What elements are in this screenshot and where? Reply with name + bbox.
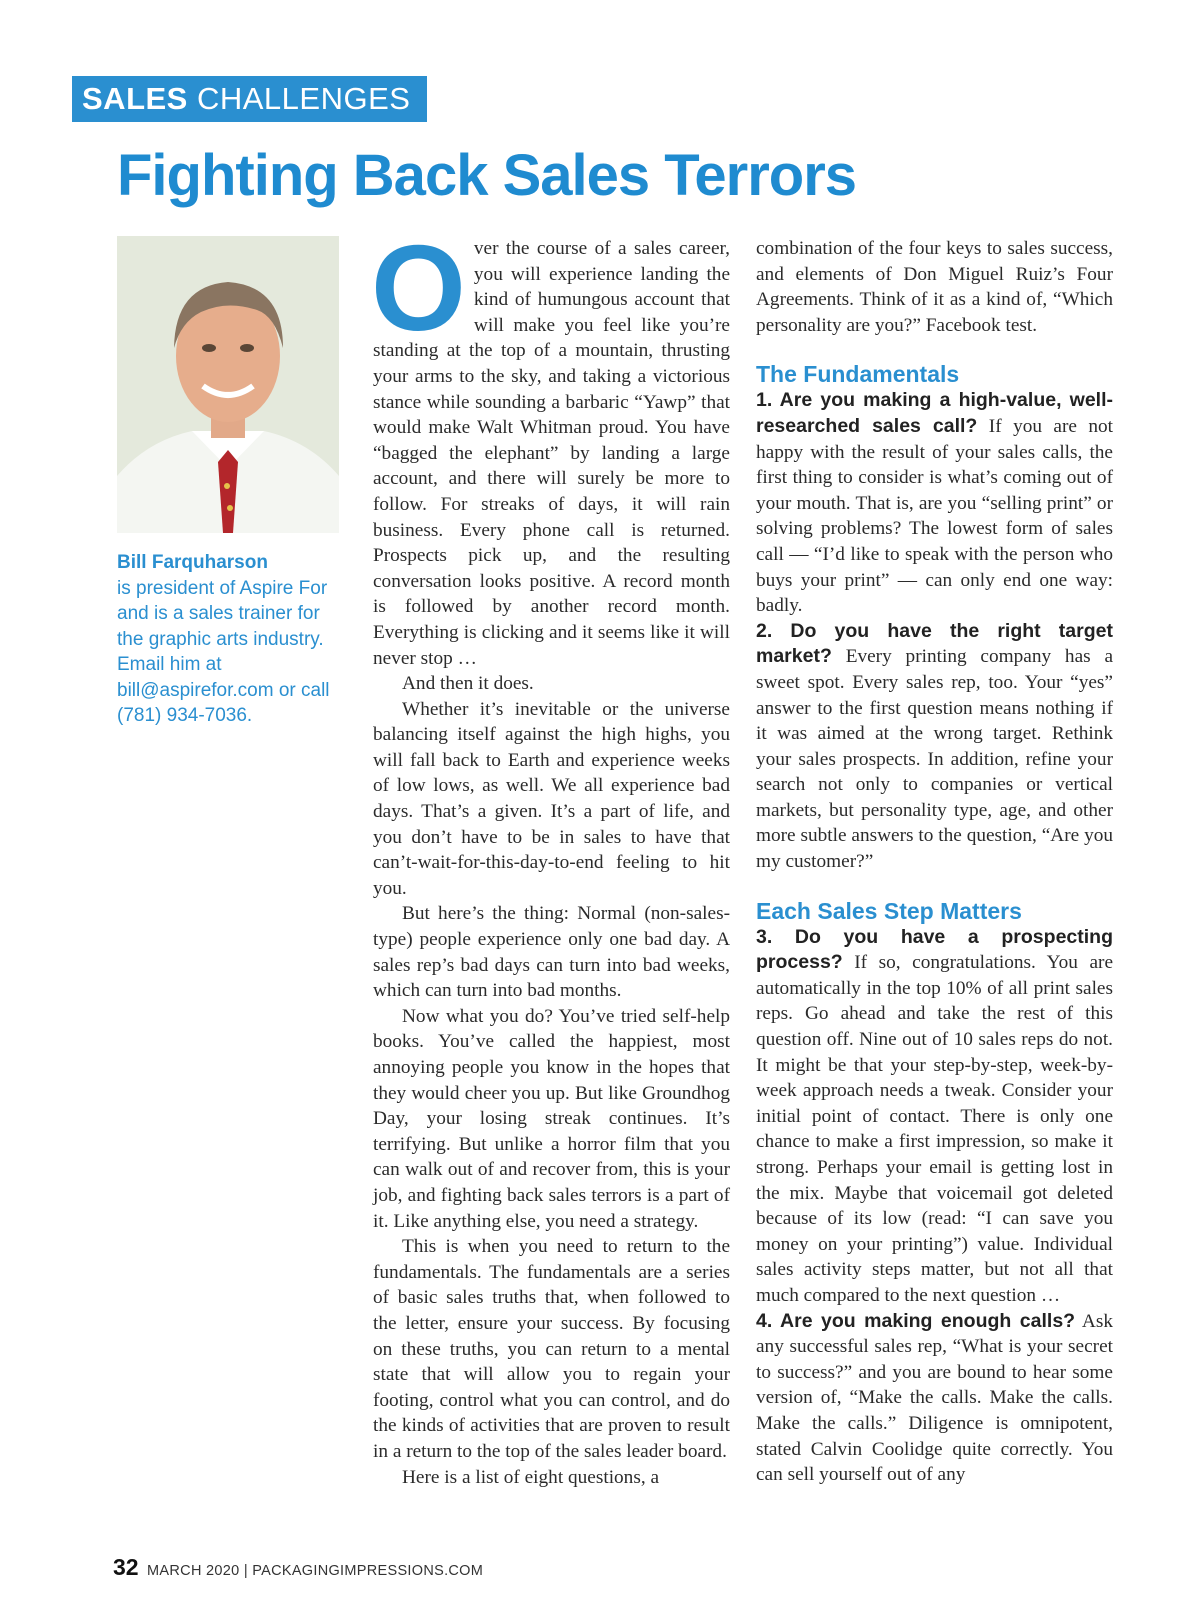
question-heading: 4. Are you making enough calls?	[756, 1309, 1076, 1332]
author-bio-text: is president of Aspire For and is a sales trainer for the graphic arts industry. Email him at bill@aspirefor.com or call (781) 934-7036.	[117, 577, 330, 726]
question-4	[756, 1309, 1113, 1488]
section-label	[72, 76, 427, 122]
article-paragraph: But here’s the thing: Normal (non-sales-type) people experience only one bad day. A sales rep’s bad days can turn into bad weeks, which can turn into bad months.	[373, 903, 730, 1002]
question-heading: 3. Do you have a prospecting process?	[756, 925, 1113, 974]
article-paragraph	[371, 220, 730, 671]
page-footer	[113, 1554, 483, 1581]
author-portrait-illustration	[117, 236, 339, 533]
article-paragraph: Here is a list of eight questions, a	[402, 1466, 660, 1488]
question-answer: Ask any successful sales rep, “What is your secret to success?” and you are bound to hear some version of, “Make the calls. Make the calls. Make the calls.” Diligence is omnipotent, stated Calvin Coolidge quite correctly. You can sell yourself out of any	[756, 1310, 1113, 1486]
headline: Fighting Back Sales Terrors	[117, 143, 857, 208]
article-paragraph: And then it does.	[402, 673, 534, 695]
section-label-bold: SALES	[82, 81, 188, 116]
article-column-1	[371, 220, 730, 1490]
question-3	[756, 925, 1113, 1309]
author-name: Bill Farquharson	[117, 552, 268, 573]
question-answer: If so, congratulations. You are automatically in the top 10% of all print sales reps. Go ahead and take the rest of this question off. Nine out of 10 sales reps do not. It might be that your step-by-step, week-by-week approach needs a tweak. Consider your initial point of contact. There is only one chance to make a first impression, so make it strong. Perhaps your email is getting lost in the mix. Maybe that voicemail got deleted because of its low (read: “I can save you money on your printing”) value. Individual sales activity steps matter, but not all that much compared to the next question …	[756, 952, 1113, 1306]
author-bio	[117, 550, 347, 729]
article-paragraph: Whether it’s inevitable or the universe balancing itself against the high highs, you will fall back to Earth and experience weeks of low lows, as well. We all experience bad days. That’s a given. It’s a part of life, and you don’t have to be in sales to have that can’t-wait-for-this-day-to-end feeling to hit you.	[373, 698, 730, 899]
article-paragraph: Now what you do? You’ve tried self-help books. You’ve called the happiest, most annoying people you know in the hopes that they would cheer you up. But like Groundhog Day, your losing streak continues. It’s terrifying. But unlike a horror film that you can walk out of and recover from, this is your job, and fighting back sales terrors is a part of it. Like anything else, you need a strategy.	[373, 1005, 730, 1232]
question-2	[756, 619, 1113, 875]
question-answer: Every printing company has a sweet spot. Every sales rep, too. Your “yes” answer to the first question means nothing if it was aimed at the wrong target. Rethink your sales prospects. In addition, refine your search not only to companies or vertical markets, but personality type, age, and other more subtle answers to the question, “Are you my customer?”	[756, 646, 1113, 873]
article-paragraph: This is when you need to return to the fundamentals. The fundamentals are a series of basic sales truths that, when followed to the letter, ensure your success. By focusing on these truths, you can return to a mental state that will allow you to regain your footing, control what you can control, and do the kinds of activities that are proven to result in a return to the top of the sales leader board.	[373, 1236, 730, 1462]
article-paragraph-text: ver the course of a sales career, you will experience landing the kind of humungous account that will make you feel like you’re standing at the top of a mountain, thrusting your arms to the sky, and taking a victorious stance while sounding a barbaric “Yawp” that would make Walt Whitman proud. You have “bagged the elephant” by landing a large account, and there will surely be more to follow. For streaks of days, it will rain business. Every phone call is returned. Prospects pick up, and the resulting conversation looks positive. A record month is followed by another record month. Everything is clicking and it seems like it will never stop …	[373, 238, 730, 669]
page-number: 32	[113, 1554, 139, 1580]
question-1	[756, 388, 1113, 618]
question-heading: 1. Are you making a high-value, well-researched sales call?	[756, 389, 1113, 437]
author-photo	[117, 236, 339, 533]
section-label-light: CHALLENGES	[196, 81, 411, 116]
question-heading: 2. Do you have the right target market?	[756, 619, 1113, 668]
article-paragraph: combination of the four keys to sales success, and elements of Don Miguel Ruiz’s Four Agreements. Think of it as a kind of, “Which personality are you?” Facebook test.	[756, 238, 1113, 336]
subhead-sales-steps: Each Sales Step Matters	[756, 897, 1022, 924]
subhead-fundamentals: The Fundamentals	[756, 361, 960, 388]
publication-info: MARCH 2020 | PACKAGINGIMPRESSIONS.COM	[147, 1563, 484, 1579]
drop-cap: O	[371, 220, 466, 356]
article-column-2	[756, 236, 1113, 1488]
question-answer: If you are not happy with the result of your sales calls, the first thing to consider is what’s coming out of your mouth. That is, are you “selling print” or solving problems? The lowest form of sales call — “I’d like to speak with the person who buys your print” — can only end one way: badly.	[756, 415, 1114, 617]
